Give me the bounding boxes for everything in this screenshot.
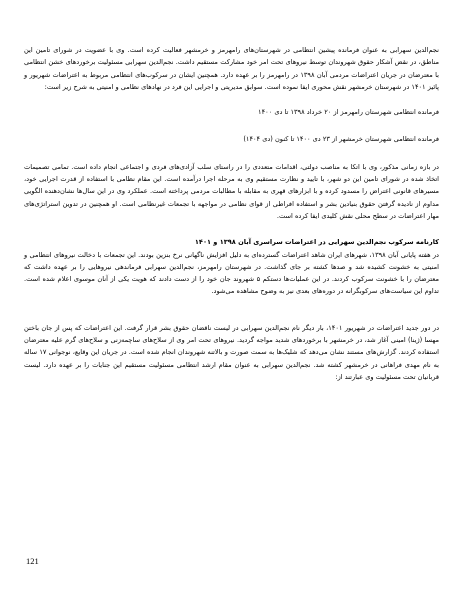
- section-heading: کارنامه سرکوب نجم‌الدین سهرابی در اعتراضات سراسری آبان ۱۳۹۸ و ۱۴۰۱: [194, 238, 439, 247]
- intro-paragraph: نجم‌الدین سهرابی به عنوان فرمانده پیشین انتظامی در شهرستان‌های رامهرمز و خرمشهر فعالیت کرده است. وی با عضویت در شورای تامین این مناطق، در نقض آشکار حقوق شهروندان توسط نیروهای تحت امر خود مشارکت مستقیم داشت. نجم‌الدین سهرابی مسئولیت برخوردهای خشن انتظامی با معترضان در جریان اعتراضات مردمی آبان ۱۳۹۸ در رامهرمز را بر عهده دارد. همچنین ایشان در سرکوب‌های انتظامی مربوط به اعتراضات شهریور و پائیز ۱۴۰۱ در شهرستان خرمشهر نقش محوری ایفا نموده است. سوابق مدیریتی و اجرایی این فرد در نهادهای نظامی و امنیتی به شرح زیر است:: [24, 46, 439, 91]
- section-body: در هفته پایانی آبان ۱۳۹۸، شهرهای ایران شاهد اعتراضات گسترده‌ای به دلیل افزایش ناگهانی نرخ بنزین بودند. این تجمعات با دخالت نیروهای انتظامی و امنیتی به خشونت کشیده شد و صدها کشته بر جای گذاشت. در شهرستان رامهرمز، نجم‌الدین سهرابی فرماندهی نیروهایی را بر عهده داشت که معترضان را با خشونت سرکوب کردند. در این عملیات‌ها دستکم ۵ شهروند جان خود را از دست دادند که هویت یکی از آنان موسوی اعلام شده است. تداوم این سیاست‌های سرکوبگرانه در دوره‌های بعدی نیز به وضوح مشاهده می‌شود.: [24, 250, 439, 296]
- career-entry-khorramshahr: فرمانده انتظامی شهرستان خرمشهر از ۲۳ دی ۱۴۰۰ تا کنون (دی ۱۴۰۴): [243, 135, 439, 144]
- protests-1401-paragraph: در دور جدید اعتراضات در شهریور ۱۴۰۱، بار دیگر نام نجم‌الدین سهرابی در لیست ناقضان حقوق بشر قرار گرفت. این اعتراضات که پس از جان باختن مهسا (ژینا) امینی آغاز شد، در خرمشهر با برخوردهای شدید مواجه گردید. نیروهای تحت امر وی از سلاح‌های ساچمه‌زنی و سلاح‌های گرم علیه معترضان استفاده کردند. گزارش‌های مستند نشان می‌دهد که شلیک‌ها به سمت صورت و بالاتنه شهروندان انجام شده است. در جریان این وقایع، نوجوانی ۱۷ ساله به نام مهدی فراهانی در خرمشهر کشته شد. نجم‌الدین سهرابی به عنوان مقام ارشد انتظامی مسئولیت مستقیم این جنایات را بر عهده دارد. لیست قربانیان تحت مسئولیت وی عبارتند از:: [24, 323, 440, 381]
- conduct-paragraph: در بازه زمانی مذکور، وی با اتکا به مناصب دولتی، اقدامات متعددی را در راستای سلب آزادی‌های فردی و اجتماعی انجام داده است. تمامی تصمیمات اتخاذ شده در شورای تامین این دو شهر، با تایید و نظارت مستقیم وی به مرحله اجرا درآمده است. این مقام نظامی با استفاده از قدرت اجرایی خود، مسیرهای قانونی اعتراض را مسدود کرده و با ابزارهای قهری به مقابله با مطالبات مردمی پرداخته است. عملکرد وی در این سال‌ها نشان‌دهنده الگویی مداوم از نادیده گرفتن حقوق بنیادین بشر و استفاده افراطی از قوای نظامی در مواجهه با تجمعات غیرنظامی است. او همچنین در تدوین استراتژی‌های مهار اعتراضات در سطح محلی نقش کلیدی ایفا کرده است.: [24, 162, 439, 220]
- document-body: [24, 44, 439, 383]
- page-number: 121: [26, 556, 39, 566]
- section-paragraph: [24, 236, 439, 297]
- career-entry-ramhormoz: فرمانده انتظامی شهرستان رامهرمز از ۲۰ خرداد ۱۳۹۸ تا دی ۱۴۰۰: [258, 108, 439, 117]
